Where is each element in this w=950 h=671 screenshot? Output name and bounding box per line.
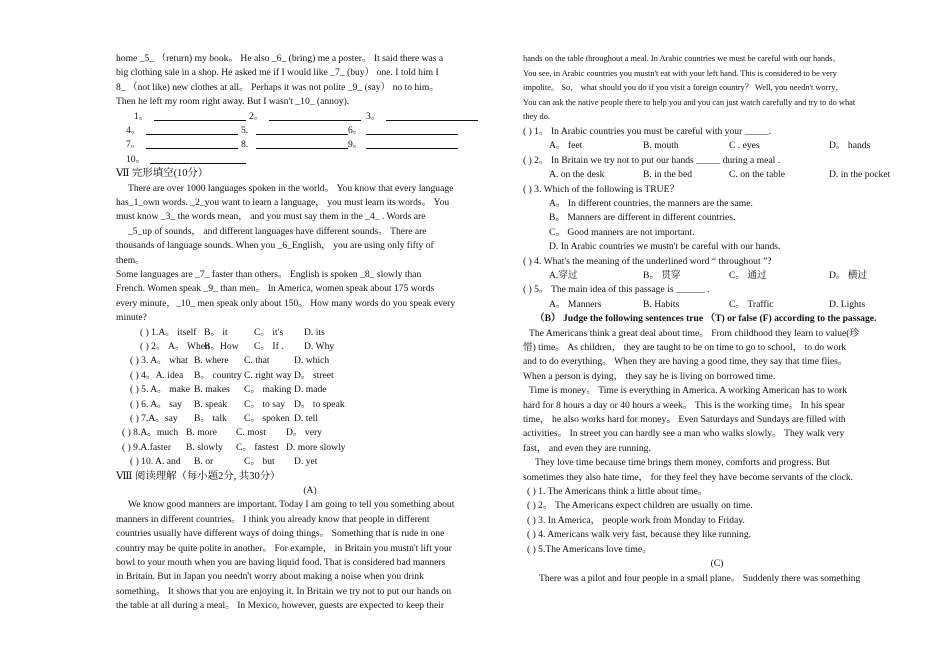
cloze-question-option[interactable]: ( ) 9.A.faster <box>122 441 172 453</box>
cloze-option[interactable]: B. more <box>186 427 217 439</box>
question-a4-stem: ( ) 4. What's the meaning of the underlined word “ throughout ”? <box>523 255 772 267</box>
cloze-option[interactable]: D. more slowly <box>286 441 346 453</box>
tf-question[interactable]: ( ) 3. In America， people work from Monday to Friday. <box>527 514 745 526</box>
option[interactable]: C。 通过 <box>729 270 767 281</box>
question-a5-options <box>523 298 911 312</box>
option[interactable]: C . eyes <box>729 140 760 152</box>
passage-a-line: manners in different countries。 I think you already know that people in different <box>116 513 430 525</box>
blank-label: 6。 <box>348 125 363 137</box>
option[interactable]: B. Habits <box>643 298 680 310</box>
section-b-title: （B） Judge the following sentences true （T) or false (F) according to the passage. <box>535 313 877 325</box>
blank-line[interactable] <box>366 134 458 135</box>
cloze-option[interactable]: B. slowly <box>186 441 223 453</box>
cloze-line: thousands of language sounds. When you _6_English， you are using only fifty of <box>116 240 434 252</box>
cloze-line: Some languages are _7_ faster than others。 English is spoken _8_ slowly than <box>116 269 422 281</box>
cloze-option[interactable]: B。How <box>204 341 239 353</box>
option[interactable]: D. In Arabic countries we mustn't be careful with our hands. <box>549 241 781 253</box>
blank-label: 10。 <box>126 153 146 165</box>
cloze-option[interactable]: D. which <box>294 355 330 367</box>
cloze-line: There are over 1000 languages spoken in the world。 You know that every language <box>128 182 454 194</box>
cloze-line: has_1_own words. _2_you want to learn a language， you must learn its words。 You <box>116 197 450 208</box>
blank-label: 2。 <box>249 110 264 122</box>
blank-label: 3。 <box>366 110 381 122</box>
option[interactable]: B。 Manners are different in different countries. <box>549 212 736 224</box>
cloze-option-row <box>116 455 504 469</box>
cloze-option[interactable]: B。 talk <box>194 413 227 424</box>
blank-line[interactable] <box>269 120 361 121</box>
passage-a-continued: hands on the table throughout a meal. In Arabic countries we must be careful with our hands。 <box>523 54 841 63</box>
cloze-question-option[interactable]: ( ) 2。 A。 When <box>140 341 210 353</box>
passage-b-line: time， he also works hard for money。 Even Saturdays and Sundays are filled with <box>523 414 846 426</box>
blank-line[interactable] <box>154 120 246 121</box>
question-a2-options <box>523 168 911 182</box>
passage-a-continued: You can ask the native people there to help you and you can just watch carefully and try to do what <box>523 97 856 107</box>
cloze-option[interactable]: D。 very <box>286 427 322 439</box>
cloze-option[interactable]: D. tell <box>294 413 318 424</box>
blank-label: 9。 <box>348 139 363 151</box>
option[interactable]: D。 hands <box>829 140 871 152</box>
passage-top-line: home _5_ （return) my book。 He also _6_ (bring) me a poster。 It said there was a <box>116 53 444 64</box>
passage-a-line: countries usually have different ways of doing things。 Something that is rude in one <box>116 528 445 540</box>
passage-b-line: sometimes they also hate time， for they feel they have become servants of the clock. <box>523 471 854 483</box>
option[interactable]: D. in the pocket <box>829 169 891 181</box>
cloze-option[interactable]: C. right way <box>244 369 292 381</box>
cloze-line: must know _3_ the words mean， and you must say them in the _4_ . Words are <box>116 211 426 223</box>
passage-a-line: something。 It shows that you are enjoying it. In Britain we try not to put our hands on <box>116 585 452 597</box>
blank-line[interactable] <box>386 120 478 121</box>
blank-label: 1。 <box>134 110 149 122</box>
cloze-option[interactable]: B。 it <box>204 326 228 338</box>
passage-b-line: activities。 In street you can hardly see a man who walks slowly。 They walk very <box>523 428 845 440</box>
cloze-question-option[interactable]: ( ) 1.A。 itself <box>140 326 197 338</box>
option[interactable]: B. mouth <box>643 140 679 152</box>
option[interactable]: B。 贯穿 <box>643 270 681 281</box>
passage-a-continued: You see, in Arabic countries you mustn't eat with your left hand. This is considered to be very <box>523 68 837 78</box>
passage-top-line: 8_ （not like) new clothes at all。 Perhaps it was not polite _9_ (say） no to him。 <box>116 81 439 93</box>
passage-a-line: We know good manners are important. Today I am going to tell you something about <box>128 499 455 511</box>
option[interactable]: C。 Traffic <box>729 298 774 310</box>
question-a5-stem: ( ) 5。 The main idea of this passage is ______ . <box>523 284 710 296</box>
section-8-title: Ⅷ 阅读理解（每小题2分, 共30分） <box>116 470 281 482</box>
cloze-option-row <box>116 412 504 426</box>
cloze-option[interactable]: C. that <box>244 355 270 367</box>
option[interactable]: D. Lights <box>829 298 866 310</box>
cloze-question-option[interactable]: ( ) 7.A。say <box>130 413 178 424</box>
option[interactable]: C. on the table <box>729 169 785 181</box>
passage-b-line: fast， and even they are running. <box>523 442 651 454</box>
right-column <box>523 52 911 586</box>
option[interactable]: B. in the bed <box>643 169 693 181</box>
passage-top-line: Then he left my room right away. But I wasn't _10_ (annoy). <box>116 96 350 108</box>
cloze-option[interactable]: C。 spoken <box>244 413 290 424</box>
cloze-option[interactable]: B. where <box>194 355 229 367</box>
passage-a-continued: impolite。 So， what should you do if you visit a foreign country？ Well, you needn't worry， <box>523 83 844 93</box>
passage-c-label: (C) <box>710 558 724 570</box>
passage-a-line: the table at all during a meal。 In Mexico, however, guests are expected to keep their <box>116 600 445 612</box>
passage-a-line: in Britain. But in Japan you needn't worry about making a noise when you drink <box>116 571 424 583</box>
cloze-line: French. Women speak _9_ than men。 In America, women speak about 175 words <box>116 283 435 295</box>
cloze-option[interactable]: D. yet <box>294 456 318 468</box>
blank-line[interactable] <box>146 148 238 149</box>
tf-question[interactable]: ( ) 5.The Americans love time。 <box>527 543 652 555</box>
answer-blank-row <box>116 153 504 167</box>
option[interactable]: A。 Manners <box>549 298 602 310</box>
cloze-option[interactable]: D。 street <box>294 369 334 381</box>
cloze-option-row <box>116 326 504 340</box>
answer-blank-row <box>116 110 504 124</box>
option[interactable]: A. on the desk <box>549 169 605 181</box>
question-a4-options <box>523 269 911 283</box>
blank-line[interactable] <box>256 148 348 149</box>
option[interactable]: A.穿过 <box>549 270 578 281</box>
passage-b-line: When a person is dying， they say he is living on borrowed time. <box>523 370 776 382</box>
tf-question[interactable]: ( ) 1. The Americans think a little about time。 <box>527 486 708 498</box>
tf-question[interactable]: ( ) 4. Americans walk very fast, because they like running. <box>527 529 752 541</box>
blank-line[interactable] <box>146 134 238 135</box>
cloze-question-option[interactable]: ( ) 8.A。much <box>122 427 179 439</box>
cloze-question-option[interactable]: ( ) 4。A. idea <box>130 369 184 381</box>
passage-b-line: They love time because time brings them money, comforts and progress. But <box>535 457 830 469</box>
cloze-option[interactable]: C。 to say <box>244 398 286 410</box>
cloze-option[interactable]: D. Why <box>304 341 335 353</box>
cloze-question-option[interactable]: ( ) 3. A。 what <box>130 355 188 367</box>
question-a2-stem: ( ) 2。 In Britain we try not to put our hands _____ during a meal . <box>523 154 781 166</box>
passage-b-line: and to do everything。 When they are having a good time, they say that time flies。 <box>523 356 848 368</box>
cloze-option-row <box>116 441 504 455</box>
tf-question[interactable]: ( ) 2。 The Americans expect children are usually on time. <box>527 500 753 512</box>
cloze-option[interactable]: C。 but <box>244 456 275 468</box>
cloze-option[interactable]: B. makes <box>194 384 230 396</box>
blank-label: 5. <box>241 125 249 137</box>
blank-line[interactable] <box>256 134 348 135</box>
blank-label: 4。 <box>126 125 141 137</box>
passage-a-line: country may be quite polite in another。 For example， in Britain you mustn't lift your <box>116 542 452 554</box>
cloze-option-row <box>116 426 504 440</box>
cloze-option[interactable]: B. speak <box>194 398 228 410</box>
cloze-line: minute? <box>116 312 147 324</box>
answer-blank-row <box>116 138 504 152</box>
question-a1-options <box>523 139 911 153</box>
passage-b-line: 惜) time。 As children， they are taught to be on time to go to school， to do work <box>523 342 847 353</box>
passage-a-label: (A) <box>303 484 317 496</box>
question-a3-stem: ( ) 3. Which of the following is TRUE？ <box>523 183 680 195</box>
blank-label: 7。 <box>126 139 141 151</box>
cloze-option[interactable]: D. its <box>304 326 325 338</box>
cloze-line: them。 <box>116 254 145 266</box>
cloze-option[interactable]: B。 country <box>194 369 242 381</box>
cloze-option[interactable]: C。 making <box>244 384 292 396</box>
option[interactable]: C。 Good manners are not important. <box>549 226 695 238</box>
cloze-question-option[interactable]: ( ) 10. A. and <box>130 456 181 468</box>
option[interactable]: A。 feet <box>549 140 583 152</box>
cloze-question-option[interactable]: ( ) 5. A。 make <box>130 384 190 396</box>
cloze-options <box>116 326 504 470</box>
cloze-question-option[interactable]: ( ) 6. A。 say <box>130 398 182 410</box>
cloze-option[interactable]: D。 to speak <box>294 398 345 410</box>
left-column <box>116 52 504 614</box>
cloze-option-row <box>116 340 504 354</box>
cloze-option-row <box>116 354 504 368</box>
cloze-option-row <box>116 369 504 383</box>
cloze-option[interactable]: D. made <box>294 384 327 396</box>
cloze-option[interactable]: C. most <box>236 427 266 439</box>
passage-a-continued: they do. <box>523 112 550 122</box>
option[interactable]: A。 In different countries, the manners are the same. <box>549 197 753 209</box>
passage-b-line: hard for 8 hours a day or 40 hours a week。 This is the working time。 In his spear <box>523 399 845 411</box>
option[interactable]: D。 横过 <box>829 270 868 281</box>
answer-blank-row <box>116 124 504 138</box>
cloze-line: _5_up of sounds， and different languages have different sounds。 There are <box>128 225 427 237</box>
passage-b-line: Time is money。 Time is everything in America. A working American has to work <box>529 385 847 397</box>
passage-top-line: big clothing sale in a shop. He asked me if I would like _7_ (buy） one. I told him I <box>116 67 439 79</box>
cloze-option[interactable]: C。 fastest <box>236 441 279 453</box>
passage-b-line: The Americans think a great deal about time。 From childhood they learn to value(珍 <box>529 327 860 339</box>
blank-line[interactable] <box>150 163 246 164</box>
cloze-option-row <box>116 398 504 412</box>
cloze-line: every minute，_10_ men speak only about 150。 How many words do you speak every <box>116 297 456 309</box>
passage-c-line: There was a pilot and four people in a small plane。 Suddenly there was something <box>539 572 861 584</box>
cloze-option[interactable]: C。 If . <box>254 341 284 353</box>
passage-a-line: bowl to your mouth when you are having liquid food. That is considered bad manners <box>116 557 446 568</box>
question-a1-stem: ( ) 1。 In Arabic countries you must be careful with your _____. <box>523 125 772 137</box>
blank-line[interactable] <box>366 148 458 149</box>
blank-label: 8. <box>241 139 249 151</box>
cloze-option-row <box>116 383 504 397</box>
cloze-option[interactable]: B. or <box>194 456 214 468</box>
cloze-option[interactable]: C。 it's <box>254 326 284 338</box>
section-7-title: Ⅶ 完形填空(10分） <box>116 168 209 180</box>
